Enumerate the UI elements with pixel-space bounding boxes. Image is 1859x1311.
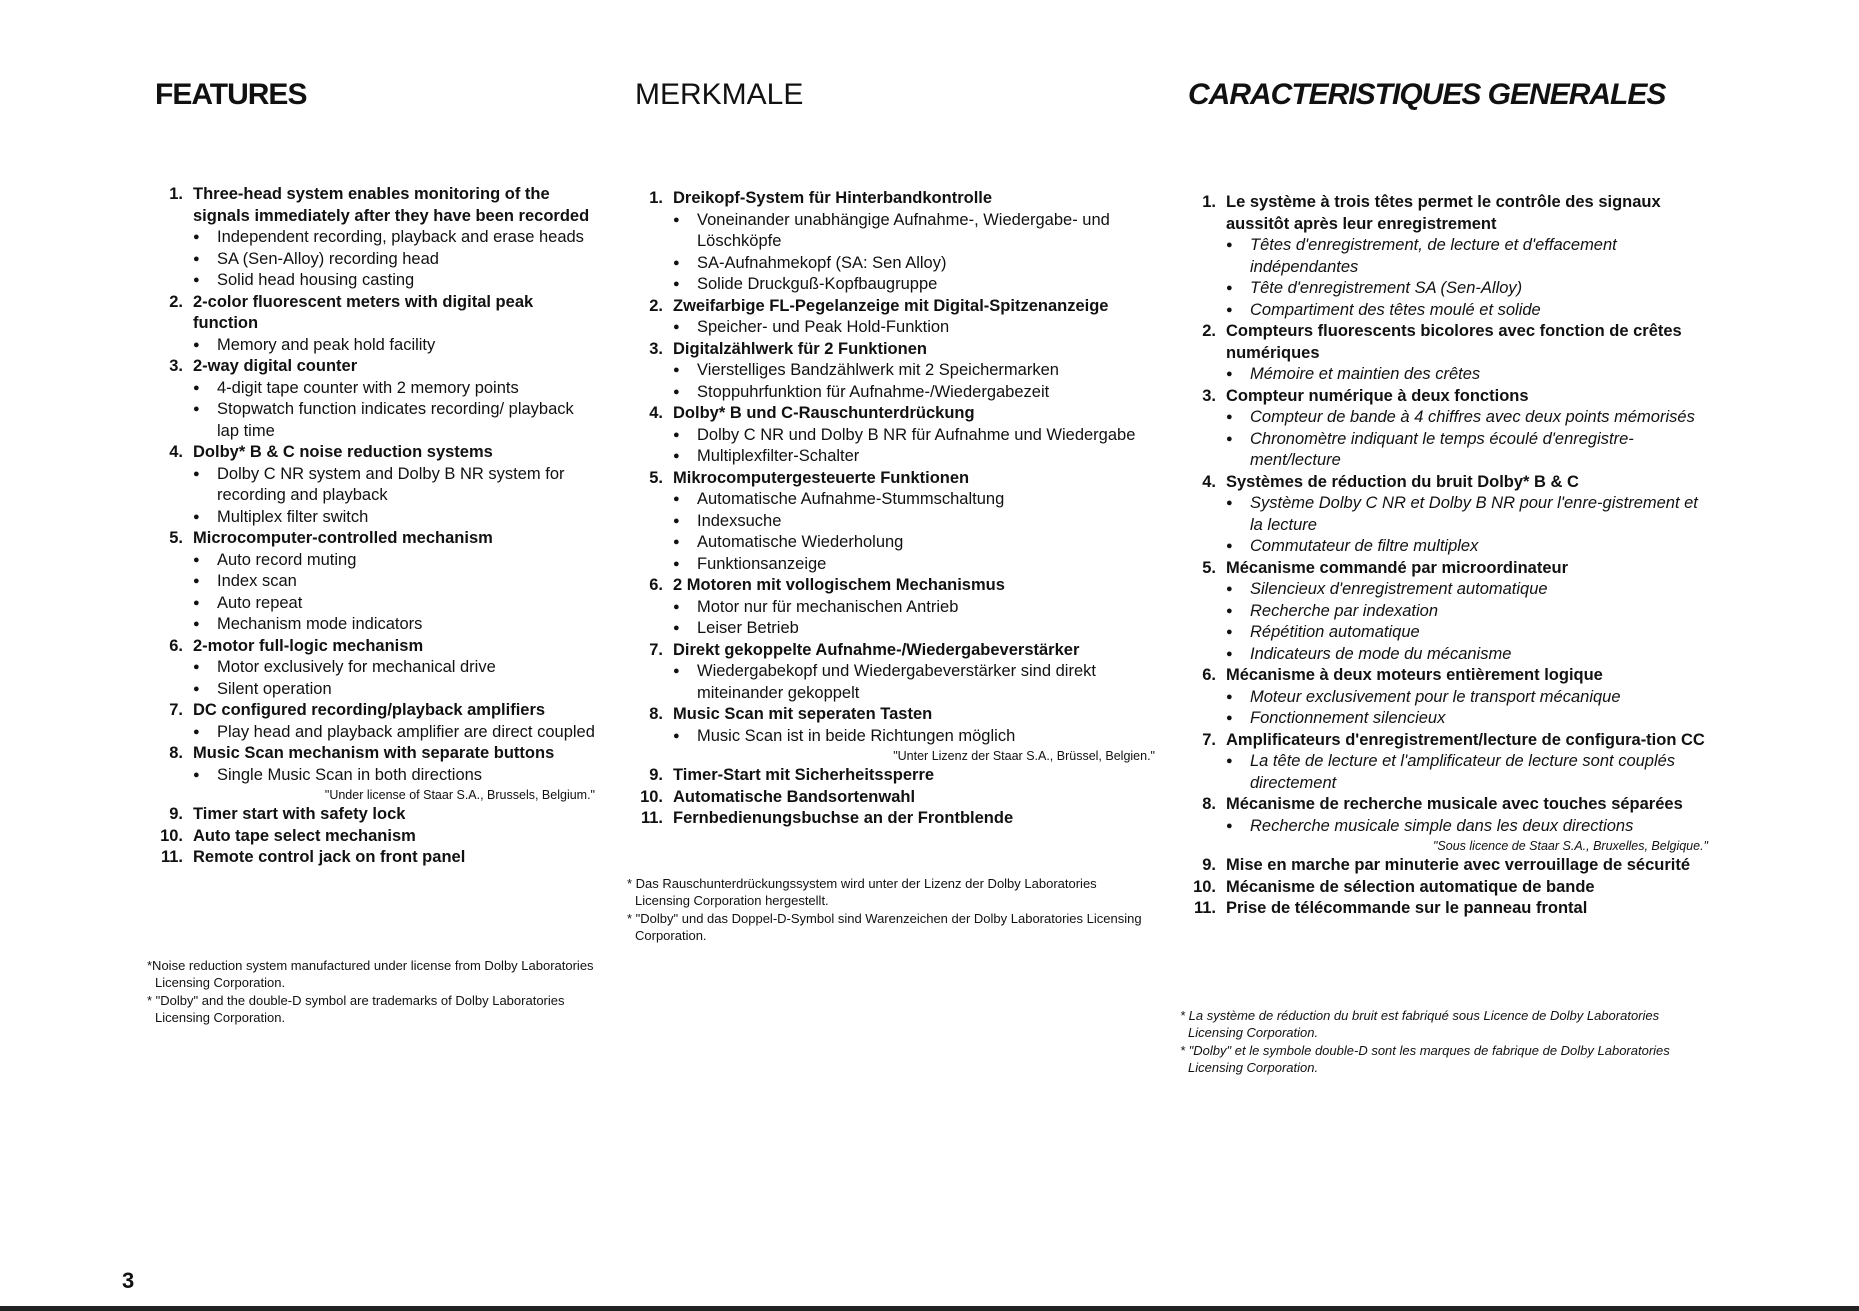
feature-bullets: [193, 765, 595, 787]
feature-number: 10.: [160, 826, 183, 845]
feature-number: 1.: [649, 189, 663, 207]
feature-item: [1188, 898, 1708, 920]
footnote: * Das Rauschunterdrückungssystem wird unter der Lizenz der Dolby Laboratories Licensing Corporation hergestellt.: [627, 876, 1097, 908]
feature-item: [155, 700, 595, 743]
footnote: * "Dolby" and the double-D symbol are trademarks of Dolby Laboratories Licensing Corporation.: [147, 993, 565, 1025]
feature-bullet: ● Compteur de bande à 4 chiffres avec deux points mémorisés: [1226, 407, 1708, 429]
feature-item: [155, 804, 595, 826]
feature-bullets: [1226, 407, 1708, 472]
feature-heading: Three-head system enables monitoring of the signals immediately after they have been recorded: [193, 185, 590, 225]
feature-heading: Systèmes de réduction du bruit Dolby* B & C: [1226, 472, 1579, 491]
feature-item: [1188, 665, 1708, 730]
feature-number: 2.: [649, 296, 663, 315]
feature-number: 2.: [169, 292, 183, 311]
feature-item: [1188, 877, 1708, 899]
footnotes-french: [1180, 1008, 1708, 1078]
feature-number: 7.: [169, 701, 183, 719]
feature-heading: Prise de télécommande sur le panneau frontal: [1226, 899, 1588, 917]
feature-number: 5.: [169, 529, 183, 547]
feature-bullet: ● Solid head housing casting: [193, 270, 595, 292]
feature-number: 5.: [1202, 558, 1216, 577]
feature-item: [635, 765, 1155, 787]
feature-item: [1188, 558, 1708, 666]
footnotes-english: [147, 958, 595, 1028]
feature-bullets: [673, 726, 1155, 748]
feature-heading: 2-way digital counter: [193, 357, 358, 375]
feature-bullet: ● Dolby C NR system and Dolby B NR system for recording and playback: [193, 464, 595, 507]
feature-heading: Compteur numérique à deux fonctions: [1226, 386, 1529, 405]
feature-item: [635, 640, 1155, 705]
feature-bullet: ● Compartiment des têtes moulé et solide: [1226, 300, 1708, 322]
feature-bullet: ● Wiedergabekopf und Wiedergabeverstärker sind direkt miteinander gekoppelt: [673, 661, 1155, 704]
feature-number: 8.: [1202, 795, 1216, 813]
feature-bullet: ● Têtes d'enregistrement, de lecture et d'effacement indépendantes: [1226, 235, 1708, 278]
feature-item: [155, 743, 595, 804]
feature-heading: Zweifarbige FL-Pegelanzeige mit Digital-Spitzenanzeige: [673, 296, 1109, 315]
footnote: *Noise reduction system manufactured under license from Dolby Laboratories Licensing Corporation.: [147, 958, 594, 990]
feature-bullet: ● Stoppuhrfunktion für Aufnahme-/Wiedergabezeit: [673, 382, 1155, 404]
feature-bullet: ● Multiplex filter switch: [193, 507, 595, 529]
feature-item: [1188, 855, 1708, 877]
feature-bullet: ● Music Scan ist in beide Richtungen möglich: [673, 726, 1155, 748]
feature-bullet: ● Single Music Scan in both directions: [193, 765, 595, 787]
feature-bullet: ● Mémoire et maintien des crêtes: [1226, 364, 1708, 386]
feature-heading: Mikrocomputergesteuerte Funktionen: [673, 468, 970, 487]
footnote: * "Dolby" et le symbole double-D sont les marques de fabrique de Dolby Laboratories Licensing Corporation.: [1180, 1043, 1670, 1075]
feature-bullet: ● Leiser Betrieb: [673, 618, 1155, 640]
feature-bullet: ● SA-Aufnahmekopf (SA: Sen Alloy): [673, 253, 1155, 275]
feature-bullet: ● La tête de lecture et l'amplificateur de lecture sont couplés directement: [1226, 751, 1708, 794]
feature-heading: Mécanisme commandé par microordinateur: [1226, 558, 1569, 577]
feature-number: 4.: [169, 443, 183, 461]
feature-item: [635, 575, 1155, 640]
feature-heading: 2-motor full-logic mechanism: [193, 636, 424, 655]
feature-list-french: [1188, 192, 1708, 920]
footnote: * "Dolby" und das Doppel-D-Symbol sind Warenzeichen der Dolby Laboratories Licensing Corporation.: [627, 911, 1142, 943]
feature-bullet: ● Memory and peak hold facility: [193, 335, 595, 357]
license-note: "Unter Lizenz der Staar S.A., Brüssel, Belgien.": [893, 749, 1155, 763]
feature-bullet: ● Play head and playback amplifier are direct coupled: [193, 722, 595, 744]
feature-item: [1188, 794, 1708, 855]
feature-item: [155, 356, 595, 442]
feature-bullets: [673, 210, 1155, 296]
feature-heading: 2 Motoren mit vollogischem Mechanismus: [673, 576, 1005, 594]
feature-bullets: [1226, 493, 1708, 558]
feature-heading: DC configured recording/playback amplifiers: [193, 701, 546, 719]
feature-bullet: ● Speicher- und Peak Hold-Funktion: [673, 317, 1155, 339]
feature-number: 6.: [1202, 666, 1216, 684]
feature-item: [155, 847, 595, 869]
feature-number: 11.: [160, 848, 183, 866]
feature-number: 7.: [649, 640, 663, 659]
feature-bullets: [193, 227, 595, 292]
feature-bullet: ● Automatische Wiederholung: [673, 532, 1155, 554]
feature-heading: Dolby* B und C-Rauschunterdrückung: [673, 404, 975, 422]
feature-heading: Direkt gekoppelte Aufnahme-/Wiedergabeverstärker: [673, 640, 1080, 659]
feature-bullet: ● Auto repeat: [193, 593, 595, 615]
feature-bullet: ● Silent operation: [193, 679, 595, 701]
feature-item: [1188, 472, 1708, 558]
feature-bullets: [193, 335, 595, 357]
feature-heading: Dreikopf-System für Hinterbandkontrolle: [673, 189, 993, 207]
feature-bullet: ● Motor nur für mechanischen Antrieb: [673, 597, 1155, 619]
feature-item: [635, 296, 1155, 339]
feature-bullet: ● Index scan: [193, 571, 595, 593]
feature-bullets: [1226, 751, 1708, 794]
feature-heading: Mécanisme de sélection automatique de bande: [1226, 877, 1595, 896]
feature-number: 8.: [169, 744, 183, 762]
page-number: 3: [122, 1268, 135, 1293]
feature-bullet: ● Répétition automatique: [1226, 622, 1708, 644]
feature-heading: Le système à trois têtes permet le contrôle des signaux aussitôt après leur enregistrement: [1226, 193, 1661, 233]
feature-number: 5.: [649, 468, 663, 487]
feature-bullet: ● Commutateur de filtre multiplex: [1226, 536, 1708, 558]
feature-bullets: [1226, 579, 1708, 665]
feature-number: 3.: [1202, 386, 1216, 405]
feature-heading: Mise en marche par minuterie avec verrouillage de sécurité: [1226, 856, 1691, 874]
feature-bullets: [673, 317, 1155, 339]
feature-number: 4.: [649, 404, 663, 422]
feature-heading: Compteurs fluorescents bicolores avec fonction de crêtes numériques: [1226, 322, 1682, 362]
feature-heading: Timer-Start mit Sicherheitssperre: [673, 766, 935, 784]
feature-bullet: ● Solide Druckguß-Kopfbaugruppe: [673, 274, 1155, 296]
feature-item: [155, 184, 595, 292]
feature-heading: Automatische Bandsortenwahl: [673, 787, 916, 806]
feature-heading: Amplificateurs d'enregistrement/lecture de configura-tion CC: [1226, 730, 1705, 749]
feature-bullet: ● Moteur exclusivement pour le transport mécanique: [1226, 687, 1708, 709]
feature-bullet: ● Motor exclusively for mechanical drive: [193, 657, 595, 679]
feature-heading: Auto tape select mechanism: [193, 826, 416, 845]
feature-heading: Remote control jack on front panel: [193, 848, 466, 866]
feature-bullet: ● 4-digit tape counter with 2 memory points: [193, 378, 595, 400]
feature-bullet: ● Stopwatch function indicates recording/ playback lap time: [193, 399, 595, 442]
feature-bullets: [193, 550, 595, 636]
feature-bullet: ● Multiplexfilter-Schalter: [673, 446, 1155, 468]
feature-bullets: [673, 425, 1155, 468]
feature-heading: Timer start with safety lock: [193, 805, 406, 823]
feature-item: [1188, 192, 1708, 321]
feature-bullets: [193, 378, 595, 443]
feature-bullet: ● Indexsuche: [673, 511, 1155, 533]
feature-item: [635, 403, 1155, 468]
feature-item: [155, 636, 595, 701]
feature-bullet: ● Recherche musicale simple dans les deux directions: [1226, 816, 1708, 838]
feature-heading: 2-color fluorescent meters with digital peak function: [193, 292, 534, 332]
footnote: * La système de réduction du bruit est fabriqué sous Licence de Dolby Laboratories Licensing Corporation.: [1180, 1008, 1660, 1040]
feature-bullet: ● Automatische Aufnahme-Stummschaltung: [673, 489, 1155, 511]
feature-bullet: ● Voneinander unabhängige Aufnahme-, Wiedergabe- und Löschköpfe: [673, 210, 1155, 253]
feature-number: 7.: [1202, 730, 1216, 749]
feature-item: [635, 468, 1155, 576]
feature-heading: Digitalzählwerk für 2 Funktionen: [673, 339, 927, 358]
feature-bullets: [193, 464, 595, 529]
feature-number: 8.: [649, 705, 663, 723]
feature-item: [155, 292, 595, 357]
feature-item: [155, 528, 595, 636]
feature-number: 10.: [1193, 877, 1216, 896]
license-note: "Sous licence de Staar S.A., Bruxelles, Belgique.": [1433, 839, 1708, 853]
feature-bullet: ● Vierstelliges Bandzählwerk mit 2 Speichermarken: [673, 360, 1155, 382]
feature-number: 11.: [640, 809, 663, 827]
feature-heading: Mécanisme de recherche musicale avec touches séparées: [1226, 795, 1683, 813]
feature-bullets: [193, 722, 595, 744]
feature-bullet: ● Funktionsanzeige: [673, 554, 1155, 576]
feature-item: [635, 787, 1155, 809]
feature-bullets: [673, 661, 1155, 704]
feature-heading: Dolby* B & C noise reduction systems: [193, 443, 493, 461]
feature-bullets: [1226, 816, 1708, 838]
feature-number: 10.: [640, 787, 663, 806]
feature-list-german: [635, 188, 1155, 830]
feature-bullets: [673, 360, 1155, 403]
feature-bullets: [1226, 687, 1708, 730]
feature-bullets: [673, 489, 1155, 575]
feature-item: [635, 339, 1155, 404]
feature-bullets: [193, 657, 595, 700]
feature-heading: Fernbedienungsbuchse an der Frontblende: [673, 809, 1014, 827]
feature-number: 4.: [1202, 472, 1216, 491]
feature-heading: Microcomputer-controlled mechanism: [193, 529, 493, 547]
feature-heading: Music Scan mechanism with separate buttons: [193, 744, 555, 762]
feature-number: 11.: [1193, 899, 1216, 917]
feature-number: 9.: [649, 766, 663, 784]
feature-bullet: ● SA (Sen-Alloy) recording head: [193, 249, 595, 271]
feature-item: [1188, 321, 1708, 386]
feature-number: 1.: [1202, 193, 1216, 211]
feature-number: 6.: [169, 636, 183, 655]
feature-item: [635, 808, 1155, 830]
feature-bullets: [1226, 235, 1708, 321]
feature-number: 3.: [169, 357, 183, 375]
column-title-english: FEATURES: [155, 78, 307, 111]
feature-heading: Mécanisme à deux moteurs entièrement logique: [1226, 666, 1603, 684]
feature-number: 2.: [1202, 322, 1216, 340]
feature-number: 9.: [169, 805, 183, 823]
feature-item: [635, 188, 1155, 296]
feature-number: 9.: [1202, 856, 1216, 874]
feature-bullet: ● Auto record muting: [193, 550, 595, 572]
feature-bullet: ● Indicateurs de mode du mécanisme: [1226, 644, 1708, 666]
feature-bullet: ● Dolby C NR und Dolby B NR für Aufnahme und Wiedergabe: [673, 425, 1155, 447]
feature-number: 3.: [649, 339, 663, 358]
footnotes-german: [627, 876, 1155, 946]
feature-item: [155, 826, 595, 848]
feature-bullet: ● Independent recording, playback and erase heads: [193, 227, 595, 249]
feature-number: 6.: [649, 576, 663, 594]
bottom-rule: [0, 1306, 1859, 1311]
feature-item: [1188, 386, 1708, 472]
license-note: "Under license of Staar S.A., Brussels, Belgium.": [324, 788, 595, 802]
feature-heading: Music Scan mit seperaten Tasten: [673, 705, 933, 723]
feature-bullets: [673, 597, 1155, 640]
feature-bullet: ● Chronomètre indiquant le temps écoulé d'enregistre-ment/lecture: [1226, 429, 1708, 472]
feature-bullets: [1226, 364, 1708, 386]
feature-number: 1.: [169, 185, 183, 203]
feature-bullet: ● Silencieux d'enregistrement automatique: [1226, 579, 1708, 601]
feature-item: [155, 442, 595, 528]
feature-bullet: ● Recherche par indexation: [1226, 601, 1708, 623]
feature-bullet: ● Mechanism mode indicators: [193, 614, 595, 636]
feature-item: [635, 704, 1155, 765]
feature-bullet: ● Fonctionnement silencieux: [1226, 708, 1708, 730]
feature-item: [1188, 730, 1708, 795]
feature-bullet: ● Tête d'enregistrement SA (Sen-Alloy): [1226, 278, 1708, 300]
feature-bullet: ● Système Dolby C NR et Dolby B NR pour l'enre-gistrement et la lecture: [1226, 493, 1708, 536]
feature-list-english: [155, 184, 595, 869]
column-title-french: CARACTERISTIQUES GENERALES: [1188, 78, 1666, 111]
column-title-german: MERKMALE: [635, 78, 804, 111]
